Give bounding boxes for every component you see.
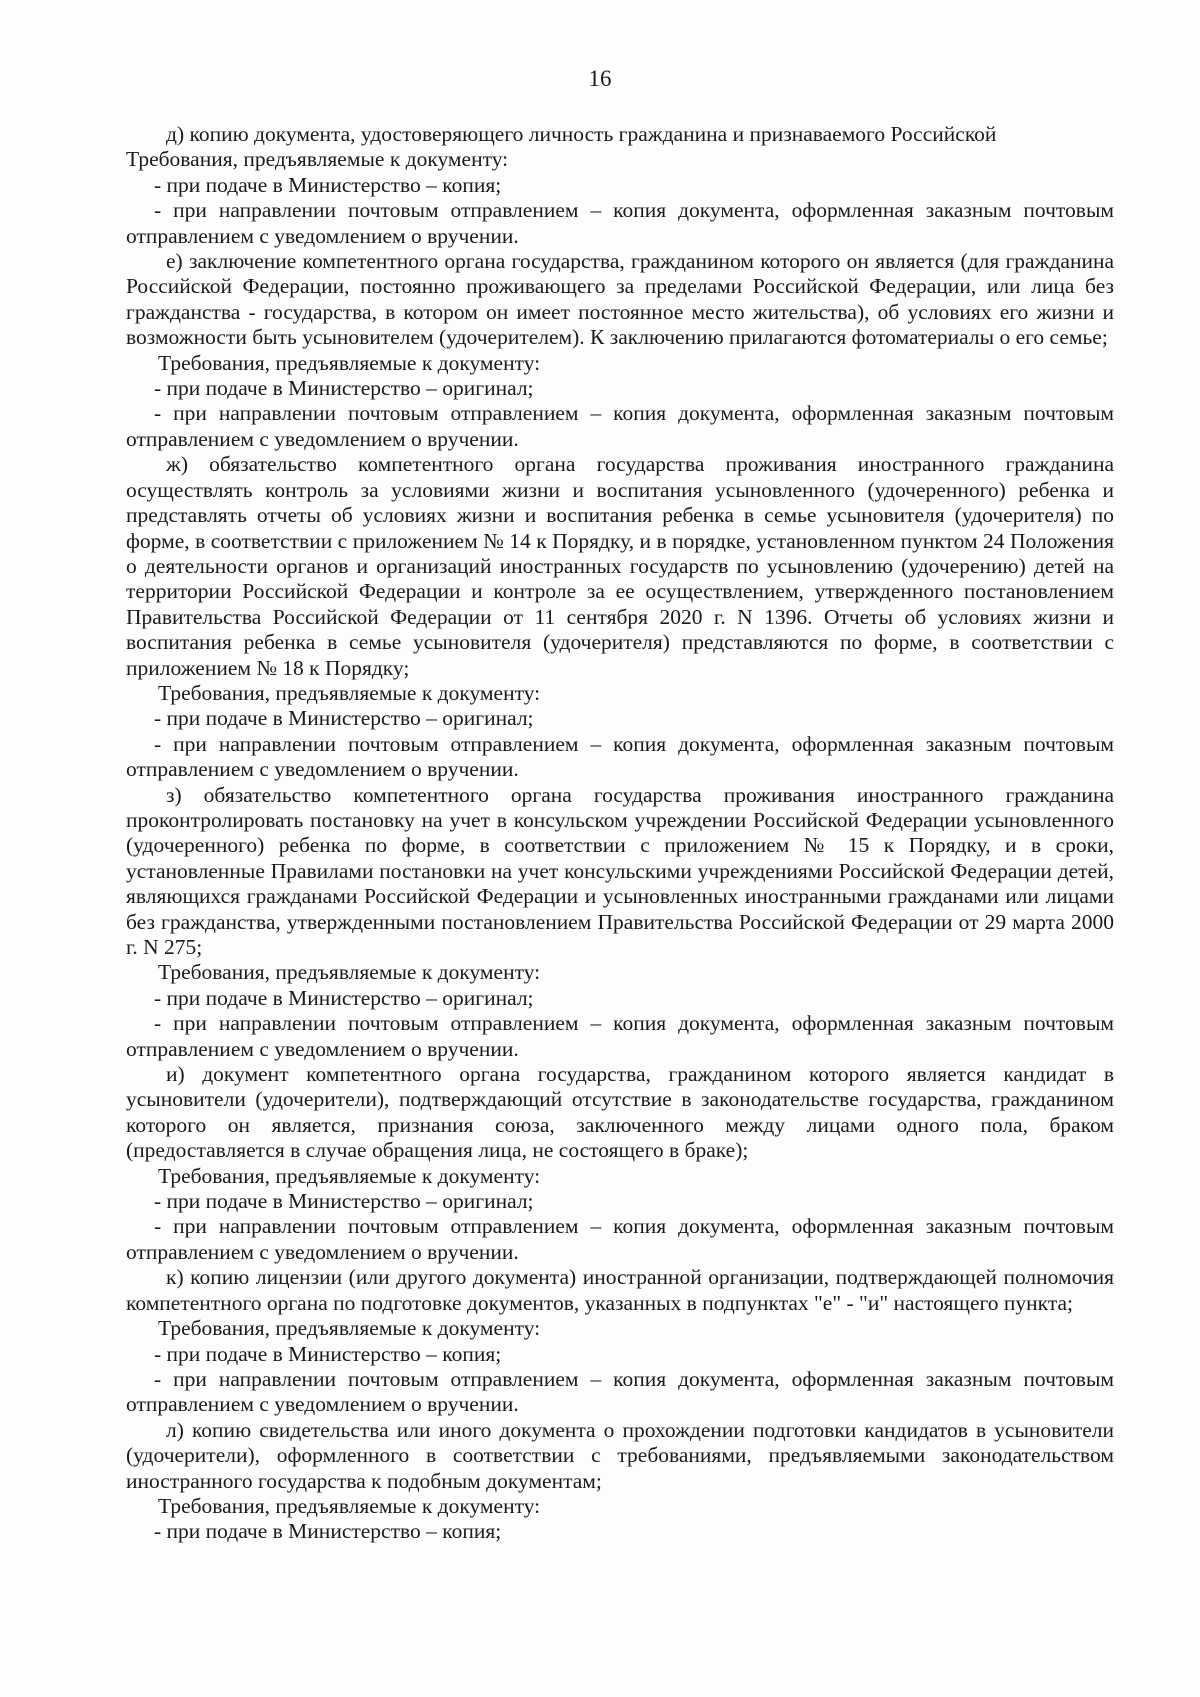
paragraph: л) копию свидетельства или иного документа о прохождении подготовки кандидатов в усыновители (удочерители), оформленного в соответствии с требованиями, предъявляемыми законодательством иностранного государства к подобным документам;	[126, 1417, 1114, 1493]
page-number: 16	[588, 66, 612, 91]
paragraph: - при направлении почтовым отправлением – копия документа, оформленная заказным почтовым отправлением с уведомлением о вручении.	[126, 198, 1114, 248]
paragraph: Требования, предъявляемые к документу:	[158, 960, 541, 985]
paragraph: - при подаче в Министерство – копия;	[154, 172, 502, 197]
paragraph: - при направлении почтовым отправлением – копия документа, оформленная заказным почтовым отправлением с уведомлением о вручении.	[126, 1214, 1114, 1264]
paragraph: ж) обязательство компетентного органа государства проживания иностранного гражданина осуществлять контроль за условиями жизни и воспитания усыновленного (удочеренного) ребенка и представлять отчеты об условиях жизни и воспитания ребенка в семье усыновителя (удочерителя) по форме, в соответствии с приложением № 14 к Порядку, и в порядке, установленном пунктом 24 Положения о деятельности органов и организаций иностранных государств по усыновлению (удочерению) детей на территории Российской Федерации и контроле за ее осуществлением, утвержденного постановлением Правительства Российской Федерации от 11 сентября 2020 г. N 1396. Отчеты об условиях жизни и воспитания ребенка в семье усыновителя (удочерителя) представляются по форме, в соответствии с приложением № 18 к Порядку;	[126, 452, 1114, 680]
paragraph: к) копию лицензии (или другого документа) иностранной организации, подтверждающей полномочия компетентного органа по подготовке документов, указанных в подпунктах "е" - "и" настоящего пункта;	[126, 1265, 1114, 1315]
paragraph: - при подаче в Министерство – оригинал;	[154, 376, 534, 401]
paragraph: и) документ компетентного органа государства, гражданином которого является кандидат в усыновители (удочерители), подтверждающий отсутствие в законодательстве государства, гражданином которого он является, признания союза, заключенного между лицами одного пола, браком (предоставляется в случае обращения лица, не состоящего в браке);	[126, 1062, 1114, 1163]
paragraph: - при направлении почтовым отправлением – копия документа, оформленная заказным почтовым отправлением с уведомлением о вручении.	[126, 731, 1114, 782]
paragraph: Требования, предъявляемые к документу:	[158, 1316, 541, 1341]
paragraph: е) заключение компетентного органа государства, гражданином которого он является (для гражданина Российской Федерации, постоянно проживающего за пределами Российской Федерации, или лица без гражданства - государства, в котором он имеет постоянное место жительства), об условиях его жизни и возможности быть усыновителем (удочерителем). К заключению прилагаются фотоматериалы о его семье;	[126, 249, 1114, 350]
paragraph: з) обязательство компетентного органа государства проживания иностранного гражданина проконтролировать постановку на учет в консульском учреждении Российской Федерации усыновленного (удочеренного) ребенка по форме, в соответствии с приложением № 15 к Порядку, и в сроки, установленные Правилами постановки на учет консульскими учреждениями Российской Федерации детей, являющихся гражданами Российской Федерации и усыновленных иностранными гражданами или лицами без гражданства, утвержденными постановлением Правительства Российской Федерации от 29 марта 2000 г. N 275;	[126, 782, 1114, 959]
document-body	[126, 122, 1114, 1545]
paragraph: - при подаче в Министерство – копия;	[154, 1519, 502, 1544]
paragraph: Требования, предъявляемые к документу:	[126, 147, 509, 172]
paragraph: - при подаче в Министерство – оригинал;	[154, 706, 534, 731]
paragraph: Требования, предъявляемые к документу:	[158, 680, 541, 705]
paragraph: Требования, предъявляемые к документу:	[158, 350, 541, 375]
paragraph: - при направлении почтовым отправлением – копия документа, оформленная заказным почтовым отправлением с уведомлением о вручении.	[126, 1011, 1114, 1061]
paragraph: - при направлении почтовым отправлением – копия документа, оформленная заказным почтовым отправлением с уведомлением о вручении.	[126, 1366, 1114, 1417]
paragraph: - при подаче в Министерство – оригинал;	[154, 985, 534, 1010]
paragraph: д) копию документа, удостоверяющего личность гражданина и признаваемого Российской	[166, 122, 997, 146]
paragraph: - при направлении почтовым отправлением – копия документа, оформленная заказным почтовым отправлением с уведомлением о вручении.	[126, 401, 1114, 451]
paragraph: - при подаче в Министерство – оригинал;	[154, 1189, 534, 1214]
paragraph: - при подаче в Министерство – копия;	[154, 1341, 502, 1366]
paragraph: Требования, предъявляемые к документу:	[158, 1163, 541, 1188]
paragraph: Требования, предъявляемые к документу:	[158, 1493, 541, 1518]
